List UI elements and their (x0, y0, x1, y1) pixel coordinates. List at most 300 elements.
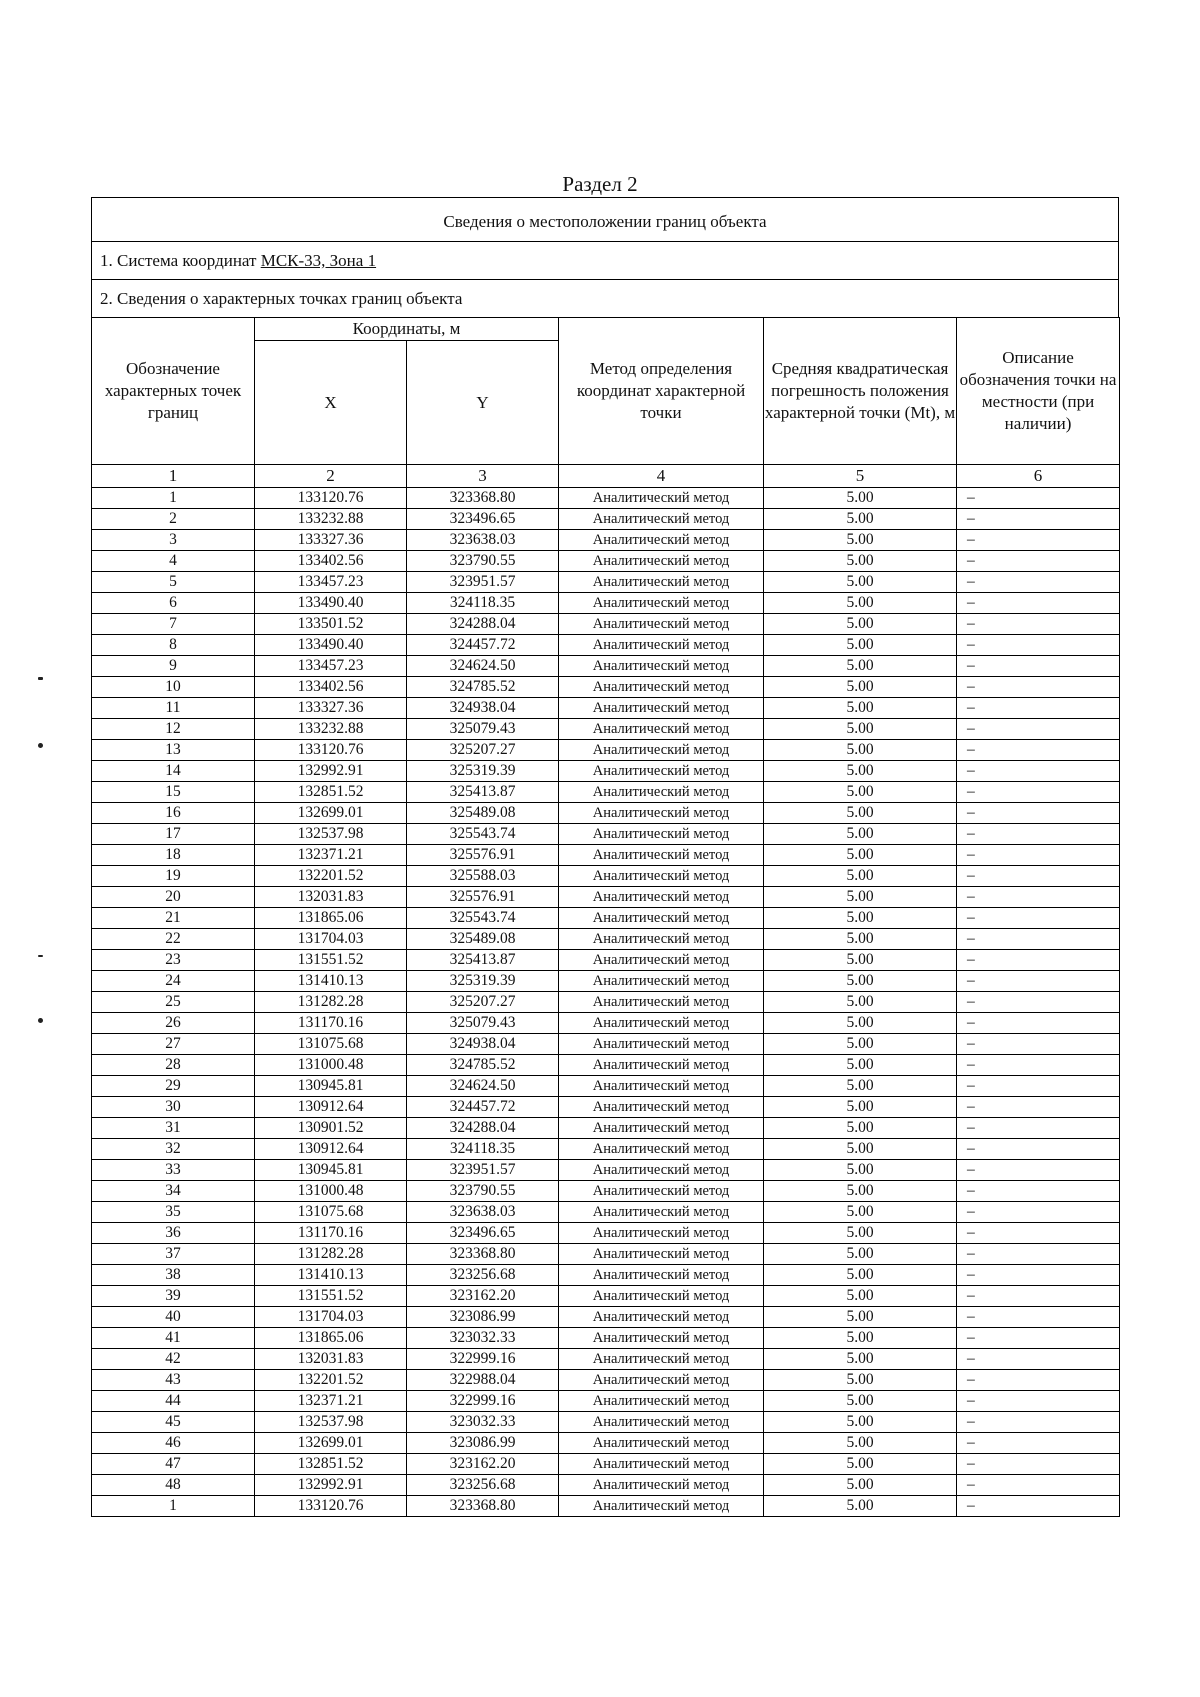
error-cell: 5.00 (764, 1349, 957, 1370)
method-cell: Аналитический метод (559, 950, 764, 971)
x-cell: 132537.98 (255, 1412, 407, 1433)
point-id-cell: 37 (92, 1244, 255, 1265)
y-cell: 324938.04 (407, 1034, 559, 1055)
col-number: 2 (255, 465, 407, 488)
margin-mark (38, 743, 43, 748)
table-row (92, 1202, 1120, 1223)
table-row (92, 530, 1120, 551)
table-row (92, 1139, 1120, 1160)
description-cell: – (957, 1307, 1120, 1328)
point-id-cell: 33 (92, 1160, 255, 1181)
x-cell: 133490.40 (255, 593, 407, 614)
table-row (92, 1454, 1120, 1475)
description-cell: – (957, 1496, 1120, 1517)
x-cell: 130912.64 (255, 1097, 407, 1118)
point-id-cell: 6 (92, 593, 255, 614)
table-row (92, 677, 1120, 698)
x-cell: 131282.28 (255, 1244, 407, 1265)
x-cell: 133402.56 (255, 677, 407, 698)
description-cell: – (957, 719, 1120, 740)
error-cell: 5.00 (764, 971, 957, 992)
method-cell: Аналитический метод (559, 677, 764, 698)
point-id-cell: 41 (92, 1328, 255, 1349)
point-id-cell: 1 (92, 1496, 255, 1517)
table-row (92, 698, 1120, 719)
method-cell: Аналитический метод (559, 698, 764, 719)
table-row (92, 593, 1120, 614)
x-cell: 131865.06 (255, 1328, 407, 1349)
error-cell: 5.00 (764, 887, 957, 908)
description-cell: – (957, 740, 1120, 761)
point-id-cell: 31 (92, 1118, 255, 1139)
description-cell: – (957, 908, 1120, 929)
description-cell: – (957, 656, 1120, 677)
table-row (92, 1244, 1120, 1265)
point-id-cell: 8 (92, 635, 255, 656)
y-cell: 325543.74 (407, 824, 559, 845)
points-rows (92, 488, 1120, 1517)
y-cell: 323086.99 (407, 1307, 559, 1328)
method-cell: Аналитический метод (559, 719, 764, 740)
description-cell: – (957, 1055, 1120, 1076)
method-cell: Аналитический метод (559, 1244, 764, 1265)
col-header-method: Метод определения координат характерной точки (559, 318, 764, 465)
description-cell: – (957, 1013, 1120, 1034)
method-cell: Аналитический метод (559, 1223, 764, 1244)
error-cell: 5.00 (764, 1391, 957, 1412)
col-header-description: Описание обозначения точки на местности (при наличии) (957, 318, 1120, 465)
x-cell: 131410.13 (255, 1265, 407, 1286)
x-cell: 131075.68 (255, 1202, 407, 1223)
description-cell: – (957, 1034, 1120, 1055)
table-row (92, 824, 1120, 845)
table-row (92, 572, 1120, 593)
method-cell: Аналитический метод (559, 509, 764, 530)
x-cell: 133120.76 (255, 740, 407, 761)
point-id-cell: 19 (92, 866, 255, 887)
method-cell: Аналитический метод (559, 1181, 764, 1202)
description-cell: – (957, 509, 1120, 530)
y-cell: 323496.65 (407, 1223, 559, 1244)
col-number: 3 (407, 465, 559, 488)
description-cell: – (957, 593, 1120, 614)
point-id-cell: 46 (92, 1433, 255, 1454)
point-id-cell: 7 (92, 614, 255, 635)
description-cell: – (957, 782, 1120, 803)
y-cell: 323496.65 (407, 509, 559, 530)
point-id-cell: 13 (92, 740, 255, 761)
error-cell: 5.00 (764, 740, 957, 761)
error-cell: 5.00 (764, 1475, 957, 1496)
error-cell: 5.00 (764, 1160, 957, 1181)
table-row (92, 1412, 1120, 1433)
col-header-x: X (255, 341, 407, 465)
description-cell: – (957, 1412, 1120, 1433)
x-cell: 132699.01 (255, 1433, 407, 1454)
y-cell: 323256.68 (407, 1475, 559, 1496)
method-cell: Аналитический метод (559, 971, 764, 992)
y-cell: 324457.72 (407, 1097, 559, 1118)
point-id-cell: 35 (92, 1202, 255, 1223)
table-row (92, 845, 1120, 866)
point-id-cell: 25 (92, 992, 255, 1013)
error-cell: 5.00 (764, 1223, 957, 1244)
x-cell: 132031.83 (255, 887, 407, 908)
table-row (92, 1391, 1120, 1412)
description-cell: – (957, 698, 1120, 719)
error-cell: 5.00 (764, 1433, 957, 1454)
method-cell: Аналитический метод (559, 1118, 764, 1139)
y-cell: 323638.03 (407, 530, 559, 551)
table-row (92, 950, 1120, 971)
method-cell: Аналитический метод (559, 1454, 764, 1475)
description-cell: – (957, 1076, 1120, 1097)
error-cell: 5.00 (764, 1139, 957, 1160)
table-row (92, 509, 1120, 530)
table-row (92, 761, 1120, 782)
method-cell: Аналитический метод (559, 929, 764, 950)
method-cell: Аналитический метод (559, 845, 764, 866)
error-cell: 5.00 (764, 656, 957, 677)
points-title: 2. Сведения о характерных точках границ объекта (91, 279, 1119, 317)
point-id-cell: 28 (92, 1055, 255, 1076)
x-cell: 132201.52 (255, 1370, 407, 1391)
x-cell: 133501.52 (255, 614, 407, 635)
error-cell: 5.00 (764, 1202, 957, 1223)
table-row (92, 1013, 1120, 1034)
section-title: Раздел 2 (562, 172, 638, 196)
x-cell: 132699.01 (255, 803, 407, 824)
table-row (92, 1055, 1120, 1076)
y-cell: 325207.27 (407, 992, 559, 1013)
col-number: 4 (559, 465, 764, 488)
x-cell: 133490.40 (255, 635, 407, 656)
description-cell: – (957, 1391, 1120, 1412)
method-cell: Аналитический метод (559, 824, 764, 845)
method-cell: Аналитический метод (559, 1349, 764, 1370)
y-cell: 323256.68 (407, 1265, 559, 1286)
method-cell: Аналитический метод (559, 782, 764, 803)
error-cell: 5.00 (764, 992, 957, 1013)
error-cell: 5.00 (764, 1034, 957, 1055)
error-cell: 5.00 (764, 614, 957, 635)
error-cell: 5.00 (764, 1412, 957, 1433)
description-cell: – (957, 1160, 1120, 1181)
x-cell: 132201.52 (255, 866, 407, 887)
method-cell: Аналитический метод (559, 530, 764, 551)
description-cell: – (957, 1433, 1120, 1454)
x-cell: 132992.91 (255, 761, 407, 782)
table-row (92, 929, 1120, 950)
error-cell: 5.00 (764, 761, 957, 782)
table-row (92, 1349, 1120, 1370)
method-cell: Аналитический метод (559, 1496, 764, 1517)
method-cell: Аналитический метод (559, 908, 764, 929)
error-cell: 5.00 (764, 719, 957, 740)
point-id-cell: 15 (92, 782, 255, 803)
point-id-cell: 23 (92, 950, 255, 971)
x-cell: 133232.88 (255, 719, 407, 740)
y-cell: 323368.80 (407, 1496, 559, 1517)
error-cell: 5.00 (764, 530, 957, 551)
error-cell: 5.00 (764, 782, 957, 803)
margin-mark (38, 955, 43, 957)
col-number: 6 (957, 465, 1120, 488)
y-cell: 323368.80 (407, 488, 559, 509)
point-id-cell: 12 (92, 719, 255, 740)
y-cell: 323086.99 (407, 1433, 559, 1454)
description-cell: – (957, 866, 1120, 887)
x-cell: 131282.28 (255, 992, 407, 1013)
method-cell: Аналитический метод (559, 1013, 764, 1034)
y-cell: 325319.39 (407, 971, 559, 992)
point-id-cell: 47 (92, 1454, 255, 1475)
y-cell: 325588.03 (407, 866, 559, 887)
description-cell: – (957, 845, 1120, 866)
error-cell: 5.00 (764, 1307, 957, 1328)
description-cell: – (957, 572, 1120, 593)
y-cell: 323790.55 (407, 551, 559, 572)
y-cell: 325079.43 (407, 1013, 559, 1034)
method-cell: Аналитический метод (559, 593, 764, 614)
x-cell: 131170.16 (255, 1013, 407, 1034)
error-cell: 5.00 (764, 509, 957, 530)
description-cell: – (957, 488, 1120, 509)
point-id-cell: 14 (92, 761, 255, 782)
point-id-cell: 11 (92, 698, 255, 719)
method-cell: Аналитический метод (559, 1307, 764, 1328)
method-cell: Аналитический метод (559, 488, 764, 509)
error-cell: 5.00 (764, 635, 957, 656)
method-cell: Аналитический метод (559, 866, 764, 887)
table-row (92, 1286, 1120, 1307)
error-cell: 5.00 (764, 1055, 957, 1076)
table-row (92, 740, 1120, 761)
description-cell: – (957, 929, 1120, 950)
table-row (92, 1496, 1120, 1517)
point-id-cell: 5 (92, 572, 255, 593)
y-cell: 323032.33 (407, 1328, 559, 1349)
y-cell: 324938.04 (407, 698, 559, 719)
point-id-cell: 34 (92, 1181, 255, 1202)
point-id-cell: 44 (92, 1391, 255, 1412)
error-cell: 5.00 (764, 1370, 957, 1391)
x-cell: 133457.23 (255, 572, 407, 593)
method-cell: Аналитический метод (559, 1202, 764, 1223)
error-cell: 5.00 (764, 593, 957, 614)
error-cell: 5.00 (764, 929, 957, 950)
x-cell: 132992.91 (255, 1475, 407, 1496)
x-cell: 132371.21 (255, 1391, 407, 1412)
method-cell: Аналитический метод (559, 1433, 764, 1454)
method-cell: Аналитический метод (559, 1034, 764, 1055)
error-cell: 5.00 (764, 1496, 957, 1517)
coord-system-value: МСК-33, Зона 1 (260, 251, 377, 270)
y-cell: 325576.91 (407, 845, 559, 866)
description-cell: – (957, 530, 1120, 551)
error-cell: 5.00 (764, 698, 957, 719)
method-cell: Аналитический метод (559, 614, 764, 635)
y-cell: 325489.08 (407, 803, 559, 824)
error-cell: 5.00 (764, 1454, 957, 1475)
method-cell: Аналитический метод (559, 1139, 764, 1160)
y-cell: 323162.20 (407, 1286, 559, 1307)
point-id-cell: 18 (92, 845, 255, 866)
table-row (92, 1265, 1120, 1286)
method-cell: Аналитический метод (559, 740, 764, 761)
col-number: 1 (92, 465, 255, 488)
description-cell: – (957, 1244, 1120, 1265)
boundary-info-sheet (91, 197, 1119, 1517)
table-row (92, 656, 1120, 677)
table-row (92, 1097, 1120, 1118)
table-row (92, 1118, 1120, 1139)
table-row (92, 488, 1120, 509)
description-cell: – (957, 824, 1120, 845)
description-cell: – (957, 1118, 1120, 1139)
x-cell: 133120.76 (255, 1496, 407, 1517)
table-row (92, 635, 1120, 656)
x-cell: 133232.88 (255, 509, 407, 530)
y-cell: 323368.80 (407, 1244, 559, 1265)
y-cell: 324118.35 (407, 1139, 559, 1160)
x-cell: 131551.52 (255, 950, 407, 971)
table-row (92, 1433, 1120, 1454)
error-cell: 5.00 (764, 824, 957, 845)
y-cell: 324288.04 (407, 614, 559, 635)
y-cell: 325543.74 (407, 908, 559, 929)
method-cell: Аналитический метод (559, 1286, 764, 1307)
boundary-points-table (91, 317, 1120, 1517)
point-id-cell: 32 (92, 1139, 255, 1160)
error-cell: 5.00 (764, 1244, 957, 1265)
description-cell: – (957, 1370, 1120, 1391)
sheet-title: Сведения о местоположении границ объекта (91, 197, 1119, 241)
point-id-cell: 20 (92, 887, 255, 908)
point-id-cell: 39 (92, 1286, 255, 1307)
y-cell: 324457.72 (407, 635, 559, 656)
col-header-error: Средняя квадратическая погрешность положения характерной точки (Mt), м (764, 318, 957, 465)
table-row (92, 1223, 1120, 1244)
y-cell: 325319.39 (407, 761, 559, 782)
y-cell: 323032.33 (407, 1412, 559, 1433)
table-row (92, 614, 1120, 635)
y-cell: 325079.43 (407, 719, 559, 740)
error-cell: 5.00 (764, 845, 957, 866)
table-row (92, 1034, 1120, 1055)
error-cell: 5.00 (764, 803, 957, 824)
point-id-cell: 17 (92, 824, 255, 845)
error-cell: 5.00 (764, 1076, 957, 1097)
method-cell: Аналитический метод (559, 572, 764, 593)
error-cell: 5.00 (764, 1286, 957, 1307)
coord-system-label: 1. Система координат (100, 251, 261, 270)
point-id-cell: 27 (92, 1034, 255, 1055)
table-row (92, 1181, 1120, 1202)
description-cell: – (957, 1349, 1120, 1370)
description-cell: – (957, 992, 1120, 1013)
error-cell: 5.00 (764, 1118, 957, 1139)
description-cell: – (957, 1475, 1120, 1496)
y-cell: 323951.57 (407, 572, 559, 593)
point-id-cell: 21 (92, 908, 255, 929)
method-cell: Аналитический метод (559, 1475, 764, 1496)
description-cell: – (957, 635, 1120, 656)
error-cell: 5.00 (764, 1181, 957, 1202)
error-cell: 5.00 (764, 677, 957, 698)
table-row (92, 1076, 1120, 1097)
y-cell: 323790.55 (407, 1181, 559, 1202)
method-cell: Аналитический метод (559, 1391, 764, 1412)
error-cell: 5.00 (764, 908, 957, 929)
description-cell: – (957, 1454, 1120, 1475)
point-id-cell: 22 (92, 929, 255, 950)
description-cell: – (957, 1202, 1120, 1223)
col-header-coords: Координаты, м (255, 318, 559, 341)
description-cell: – (957, 614, 1120, 635)
y-cell: 324785.52 (407, 1055, 559, 1076)
x-cell: 133457.23 (255, 656, 407, 677)
description-cell: – (957, 761, 1120, 782)
x-cell: 131410.13 (255, 971, 407, 992)
x-cell: 131000.48 (255, 1181, 407, 1202)
y-cell: 323638.03 (407, 1202, 559, 1223)
x-cell: 132031.83 (255, 1349, 407, 1370)
table-row (92, 1370, 1120, 1391)
point-id-cell: 2 (92, 509, 255, 530)
col-header-y: Y (407, 341, 559, 465)
table-row (92, 1160, 1120, 1181)
error-cell: 5.00 (764, 1265, 957, 1286)
y-cell: 324624.50 (407, 1076, 559, 1097)
description-cell: – (957, 1286, 1120, 1307)
method-cell: Аналитический метод (559, 551, 764, 572)
margin-mark (38, 677, 43, 680)
method-cell: Аналитический метод (559, 656, 764, 677)
y-cell: 325413.87 (407, 950, 559, 971)
point-id-cell: 9 (92, 656, 255, 677)
method-cell: Аналитический метод (559, 635, 764, 656)
y-cell: 324785.52 (407, 677, 559, 698)
table-row (92, 971, 1120, 992)
x-cell: 131551.52 (255, 1286, 407, 1307)
y-cell: 325489.08 (407, 929, 559, 950)
y-cell: 323162.20 (407, 1454, 559, 1475)
margin-mark (38, 1018, 43, 1023)
method-cell: Аналитический метод (559, 887, 764, 908)
table-row (92, 1307, 1120, 1328)
x-cell: 133402.56 (255, 551, 407, 572)
error-cell: 5.00 (764, 1328, 957, 1349)
y-cell: 325576.91 (407, 887, 559, 908)
point-id-cell: 42 (92, 1349, 255, 1370)
method-cell: Аналитический метод (559, 1160, 764, 1181)
y-cell: 322999.16 (407, 1391, 559, 1412)
table-row (92, 887, 1120, 908)
error-cell: 5.00 (764, 1013, 957, 1034)
x-cell: 131075.68 (255, 1034, 407, 1055)
point-id-cell: 30 (92, 1097, 255, 1118)
method-cell: Аналитический метод (559, 1265, 764, 1286)
y-cell: 325207.27 (407, 740, 559, 761)
coord-system-row (91, 241, 1119, 279)
x-cell: 131704.03 (255, 1307, 407, 1328)
x-cell: 132371.21 (255, 845, 407, 866)
point-id-cell: 1 (92, 488, 255, 509)
point-id-cell: 45 (92, 1412, 255, 1433)
method-cell: Аналитический метод (559, 992, 764, 1013)
table-row (92, 908, 1120, 929)
